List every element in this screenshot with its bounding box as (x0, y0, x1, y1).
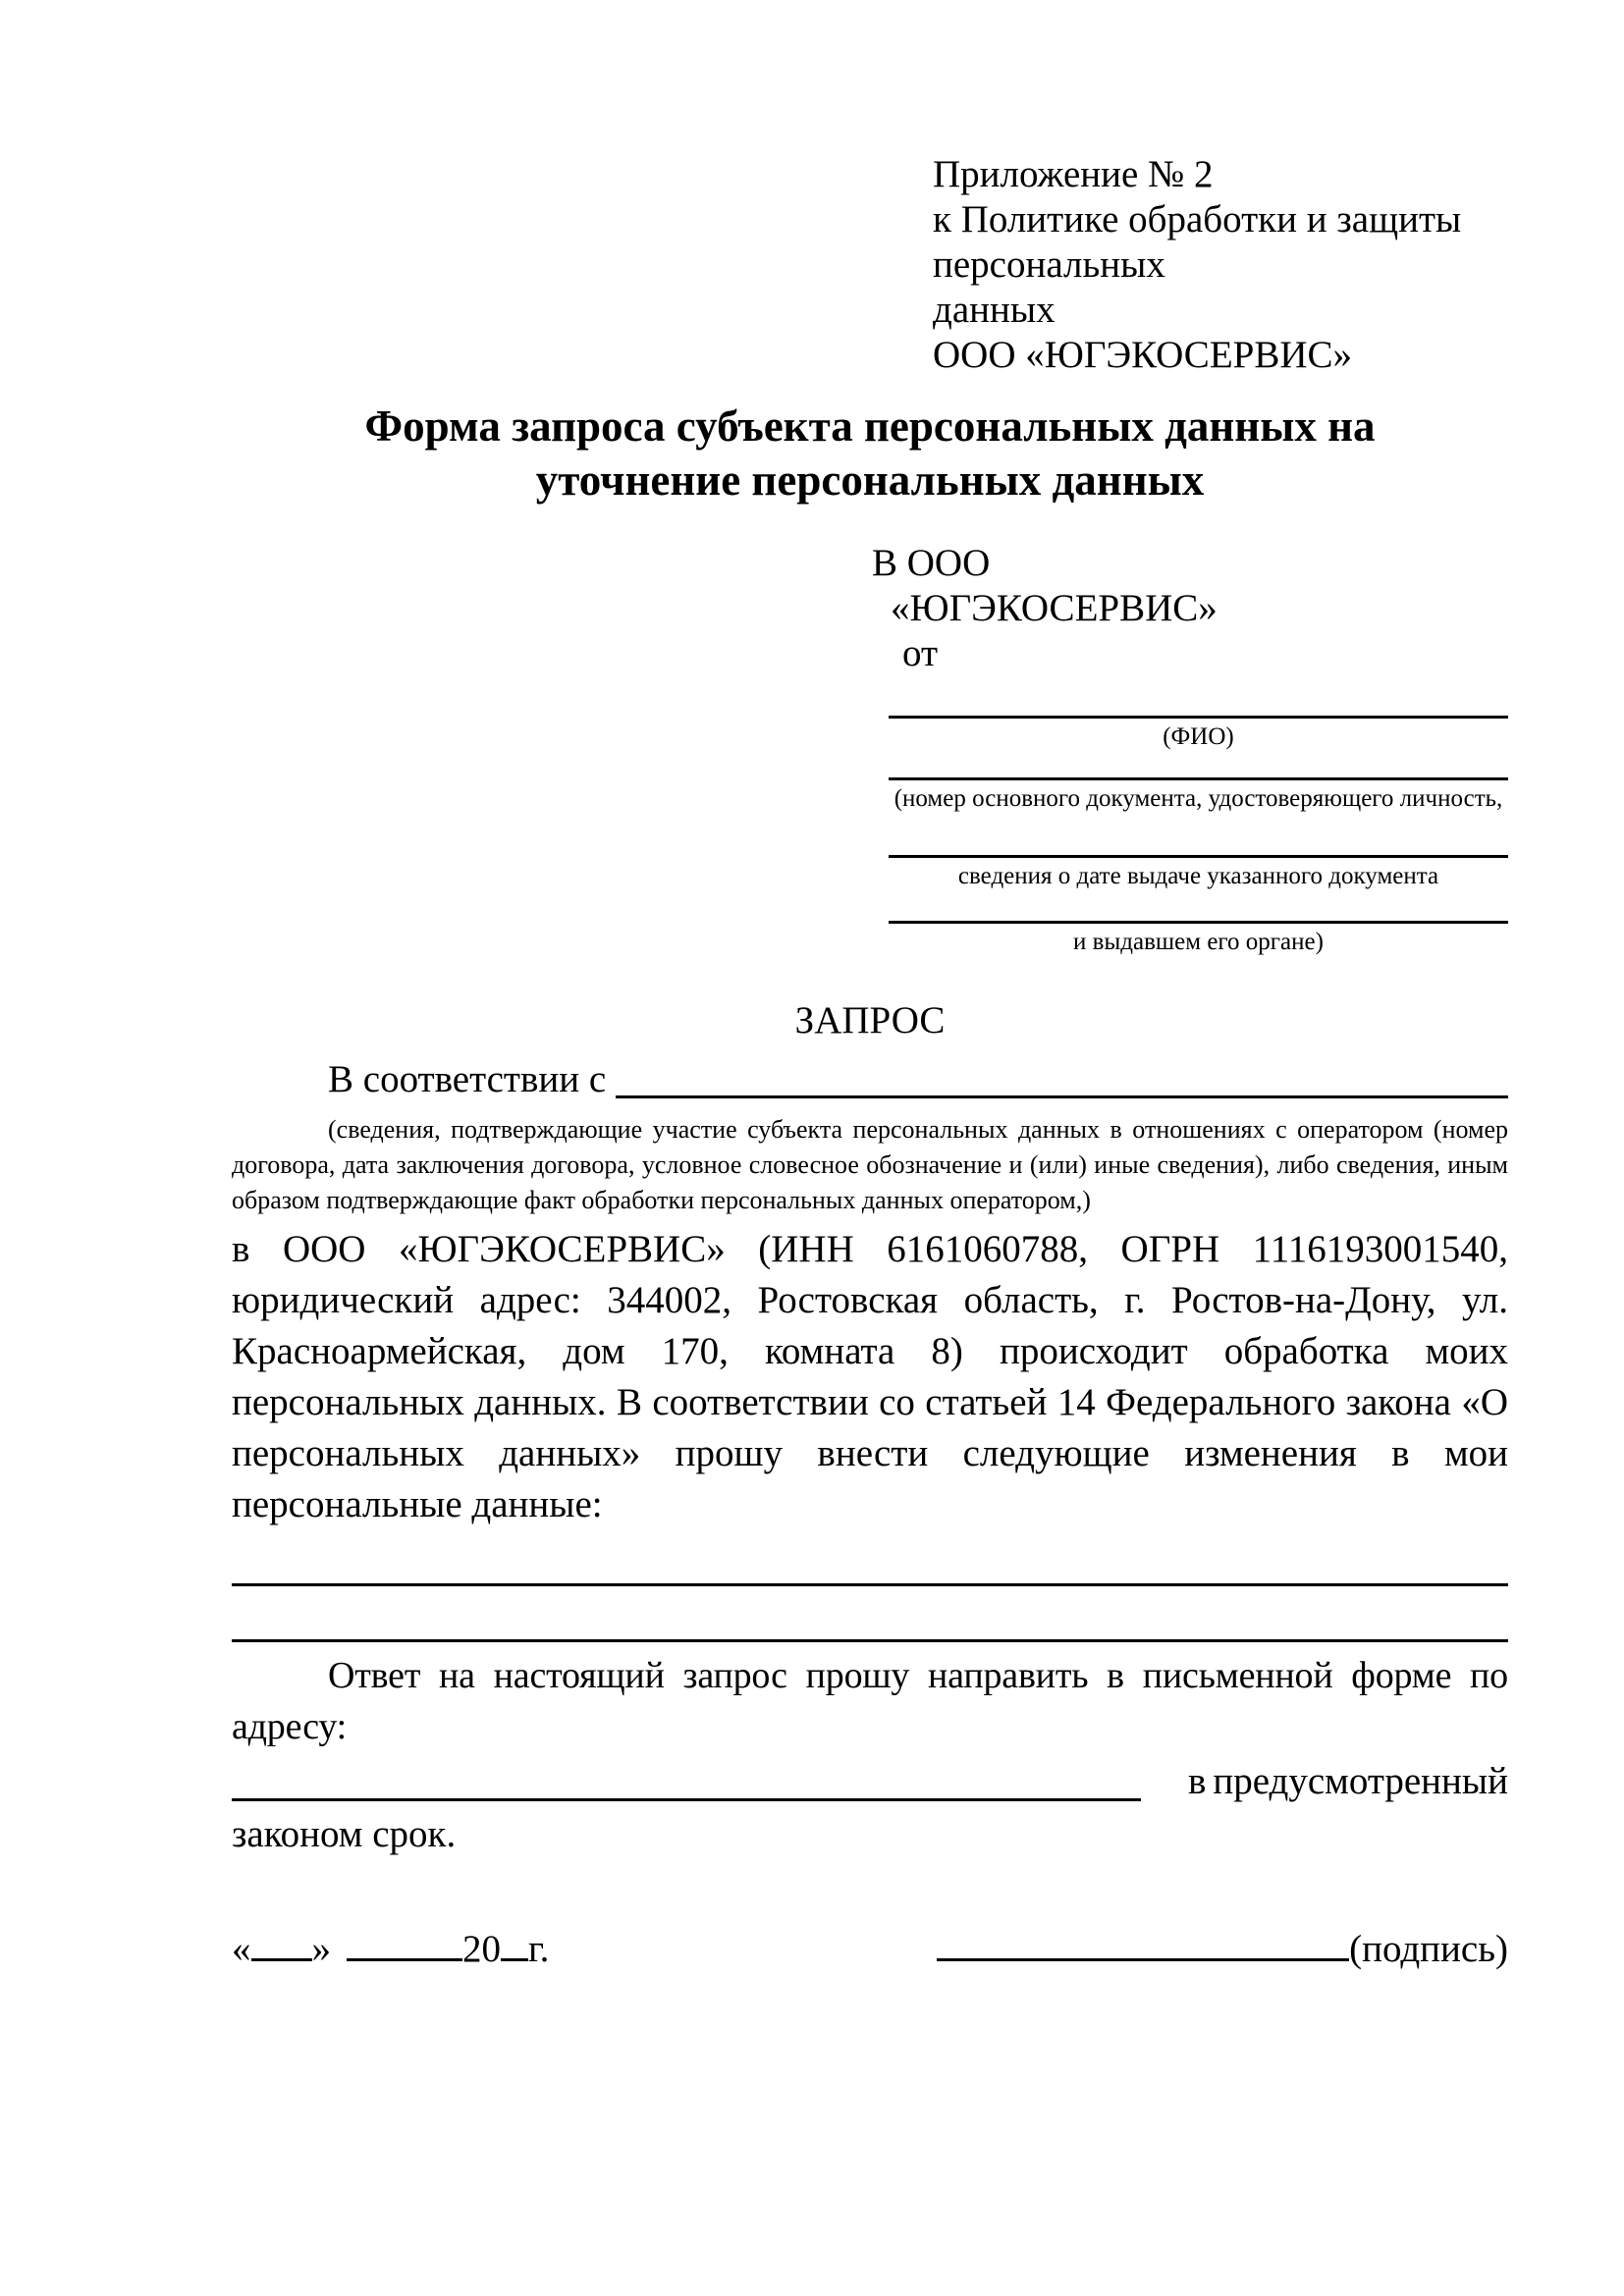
changes-blank-line-1 (232, 1530, 1508, 1586)
footnote-text: (сведения, подтверждающие участие субъекта персональных данных в отношениях с оператором (номер договора, дата заключения договора, условное словесное обозначение и (или) иные сведения), либо сведения, иным образом подтверждающие факт обработки персональных данных оператором,) (232, 1115, 1508, 1214)
doc-issuer-caption: и выдавшем его органе) (1073, 929, 1324, 955)
policy-reference-line-2: данных (933, 289, 1056, 331)
year-prefix: 20 (462, 1928, 501, 1970)
address-blank-line (232, 1798, 1141, 1801)
doc-date-blank-line (889, 855, 1508, 858)
signature-row (232, 1925, 1508, 1973)
addressee-company: «ЮГЭКОСЕРВИС» (891, 587, 1218, 629)
year-suffix: г. (528, 1928, 550, 1970)
fio-caption: (ФИО) (1163, 723, 1234, 750)
intro-blank-line (616, 1095, 1508, 1098)
day-blank-line (251, 1925, 312, 1961)
addressee-from-label: от (902, 632, 939, 674)
doc-number-blank-line (889, 777, 1508, 780)
date-quote-open: « (232, 1928, 251, 1970)
appendix-header (933, 152, 1508, 378)
answer-address-row (232, 1752, 1508, 1807)
policy-reference-line-1: к Политике обработки и защиты персональных (933, 198, 1462, 286)
month-blank-line (347, 1925, 462, 1961)
doc-issuer-blank-line (889, 921, 1508, 924)
appendix-number-line: Приложение № 2 (933, 153, 1214, 195)
doc-date-caption: сведения о дате выдаче указанного документа (957, 863, 1439, 889)
company-name-line: ООО «ЮГЭКОСЕРВИС» (933, 334, 1353, 376)
body-paragraph: в ООО «ЮГЭКОСЕРВИС» (ИНН 6161060788, ОГРН 1116193001540, юридический адрес: 344002, Ростовская область, г. Ростов-на-Дону, ул. Красноармейская, дом 170, комната 8) происходит обработка моих персональных данных. В соответствии со статьей 14 Федерального закона «О персональных данных» прошу внести следующие изменения в мои персональные данные: (232, 1228, 1508, 1525)
year-blank-line (501, 1925, 528, 1961)
date-field (232, 1925, 549, 1973)
signature-caption: (подпись) (1349, 1928, 1508, 1970)
intro-row (232, 1055, 1508, 1104)
request-heading: ЗАПРОС (794, 999, 946, 1041)
intro-text: В соответствии с (328, 1058, 607, 1100)
answer-mid-text: в (1188, 1760, 1207, 1802)
answer-intro-paragraph: Ответ на настоящий запрос прошу направить в письменной форме по адресу: (232, 1655, 1508, 1747)
addressee-block (872, 541, 1508, 957)
changes-blank-line-2 (232, 1586, 1508, 1642)
date-quote-close: » (311, 1928, 331, 1970)
addressee-to-label: В ООО (872, 542, 991, 584)
answer-end-text: законом срок. (232, 1813, 457, 1855)
document-title: Форма запроса субъекта персональных данных на уточнение персональных данных (364, 401, 1376, 505)
signature-field (937, 1925, 1508, 1973)
fio-blank-line (889, 716, 1508, 719)
signature-blank-line (937, 1925, 1349, 1961)
doc-number-caption: (номер основного документа, удостоверяющего личность, (893, 785, 1503, 812)
answer-tail-text: предусмотренный (1213, 1760, 1508, 1802)
